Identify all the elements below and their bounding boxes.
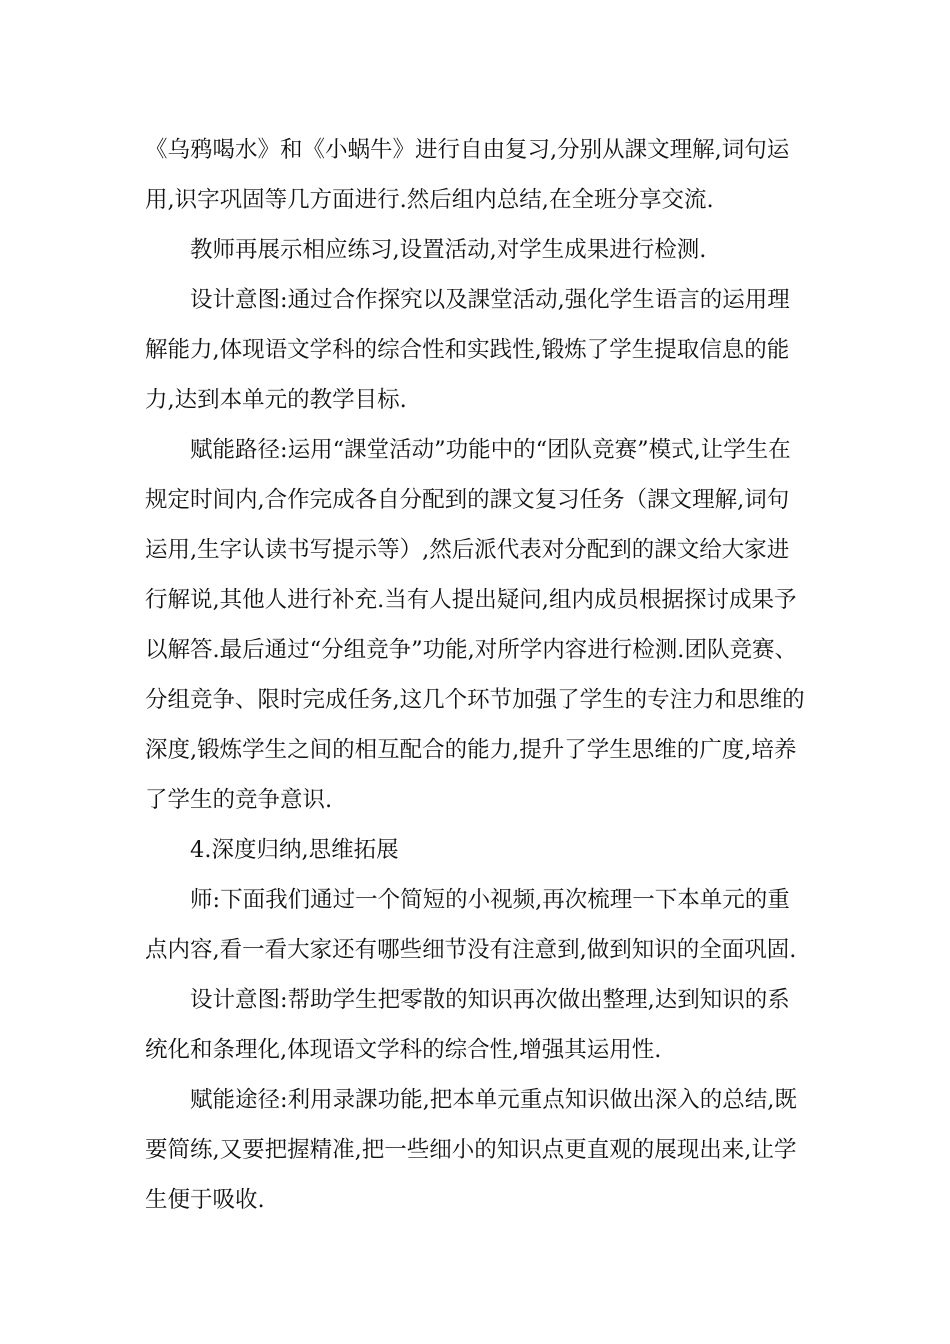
paragraph-6: 师:下面我们通过一个简短的小视频,再次梳理一下本单元的重点内容,看一看大家还有哪些细节没有注意到,做到知识的全面巩固. bbox=[145, 887, 797, 963]
paragraph-4: 赋能路径:运用“課堂活动”功能中的“团队竞赛”模式,让学生在规定时间内,合作完成各自分配到的課文复习任务（課文理解,词句运用,生字认读书写提示等）,然后派代表对分配到的課文给大家进行解说,其他人进行补充.当有人提出疑问,组内成员根据探讨成果予以解答.最后通过“分组竞争”功能,对所学内容进行检测.团队竞赛、分组竞争、限时完成任务,这几个环节加强了学生的专注力和思维的深度,锻炼学生之间的相互配合的能力,提升了学生思维的广度,培养了学生的竞争意识. bbox=[145, 437, 805, 813]
section-heading: 4.深度归纳,思维拓展 bbox=[190, 837, 399, 863]
paragraph-8: 赋能途径:利用录課功能,把本单元重点知识做出深入的总结,既要简练,又要把握精准,把一些细小的知识点更直观的展现出来,让学生便于吸收. bbox=[145, 1087, 797, 1213]
paragraph-1: 《乌鸦喝水》和《小蜗牛》进行自由复习,分别从課文理解,词句运用,识字巩固等几方面进行.然后组内总结,在全班分享交流. bbox=[145, 137, 790, 213]
document-body bbox=[145, 125, 810, 1225]
paragraph-2: 教师再展示相应练习,设置活动,对学生成果进行检测. bbox=[190, 237, 707, 263]
paragraph-3: 设计意图:通过合作探究以及課堂活动,强化学生语言的运用理解能力,体现语文学科的综合性和实践性,锻炼了学生提取信息的能力,达到本单元的教学目标. bbox=[145, 287, 790, 413]
paragraph-7: 设计意图:帮助学生把零散的知识再次做出整理,达到知识的系统化和条理化,体现语文学科的综合性,增强其运用性. bbox=[145, 987, 790, 1063]
